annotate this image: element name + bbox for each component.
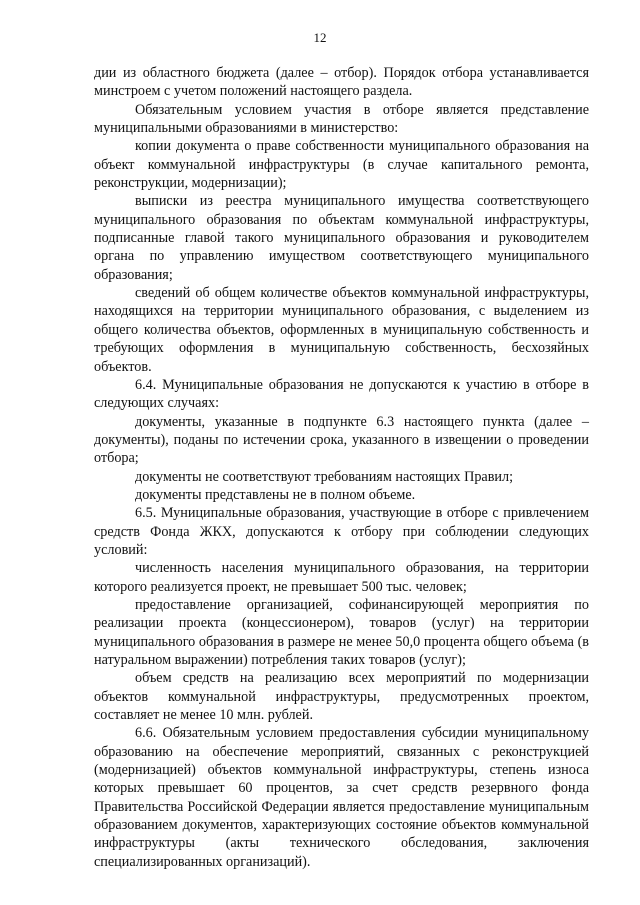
paragraph: 6.4. Муниципальные образования не допускаются к участию в отборе в следующих случаях: [94,376,589,412]
page-number: 12 [313,30,327,45]
paragraph: документы представлены не в полном объеме. [135,486,416,503]
paragraph: сведений об общем количестве объектов коммунальной инфраструктуры, находящихся на территории муниципального образования, с выделением из общего количества объектов, оформленных в муниципальную собственность и требующих оформления в муниципальную собственность, бесхозяйных объектов. [94,285,589,375]
paragraph: численность населения муниципального образования, на территории которого реализуется проект, не превышает 500 тыс. человек; [94,560,589,595]
paragraph: дии из областного бюджета (далее – отбор). Порядок отбора устанавливается минстроем с учетом положений настоящего раздела. [94,65,589,100]
paragraph: 6.6. Обязательным условием предоставления субсидии муниципальному образованию на обеспечение мероприятий, связанных с реконструкцией (модернизацией) объектов коммунальной инфраструктуры, степень износа которых превышает 60 процентов, за счет средств резервного фонда Правительства Российской Федерации является предоставление муниципальным образованием документов, характеризующих состояние объектов коммунальной инфраструктуры (акты технического обследования, заключения специализированных организаций). [94,725,589,870]
paragraph: объем средств на реализацию всех мероприятий по модернизации объектов коммунальной инфраструктуры, предусмотренных проектом, составляет не менее 10 млн. рублей. [94,670,589,724]
paragraph: выписки из реестра муниципального имущества соответствующего муниципального образования по объектам коммунальной инфраструктуры, подписанные главой такого муниципального образования и руководителем органа по управлению имуществом соответствующего муниципального образования; [94,193,589,283]
paragraph: документы, указанные в подпункте 6.3 настоящего пункта (далее – документы), поданы по истечении срока, указанного в извещении о проведении отбора; [94,413,589,467]
paragraph: документы не соответствуют требованиям настоящих Правил; [135,468,514,485]
document-body [94,64,589,871]
paragraph: копии документа о праве собственности муниципального образования на объект коммунальной инфраструктуры (в случае капитального ремонта, реконструкции, модернизации); [94,138,589,192]
paragraph: 6.5. Муниципальные образования, участвующие в отборе с привлечением средств Фонда ЖКХ, допускаются к отбору при соблюдении следующих условий: [94,505,589,558]
paragraph: предоставление организацией, софинансирующей мероприятия по реализации проекта (концессионером), товаров (услуг) на территории муниципального образования в размере не менее 50,0 процента общего объема (в натуральном выражении) потребления таких товаров (услуг); [94,596,589,668]
paragraph: Обязательным условием участия в отборе является представление муниципальными образованиями в министерство: [94,101,589,137]
